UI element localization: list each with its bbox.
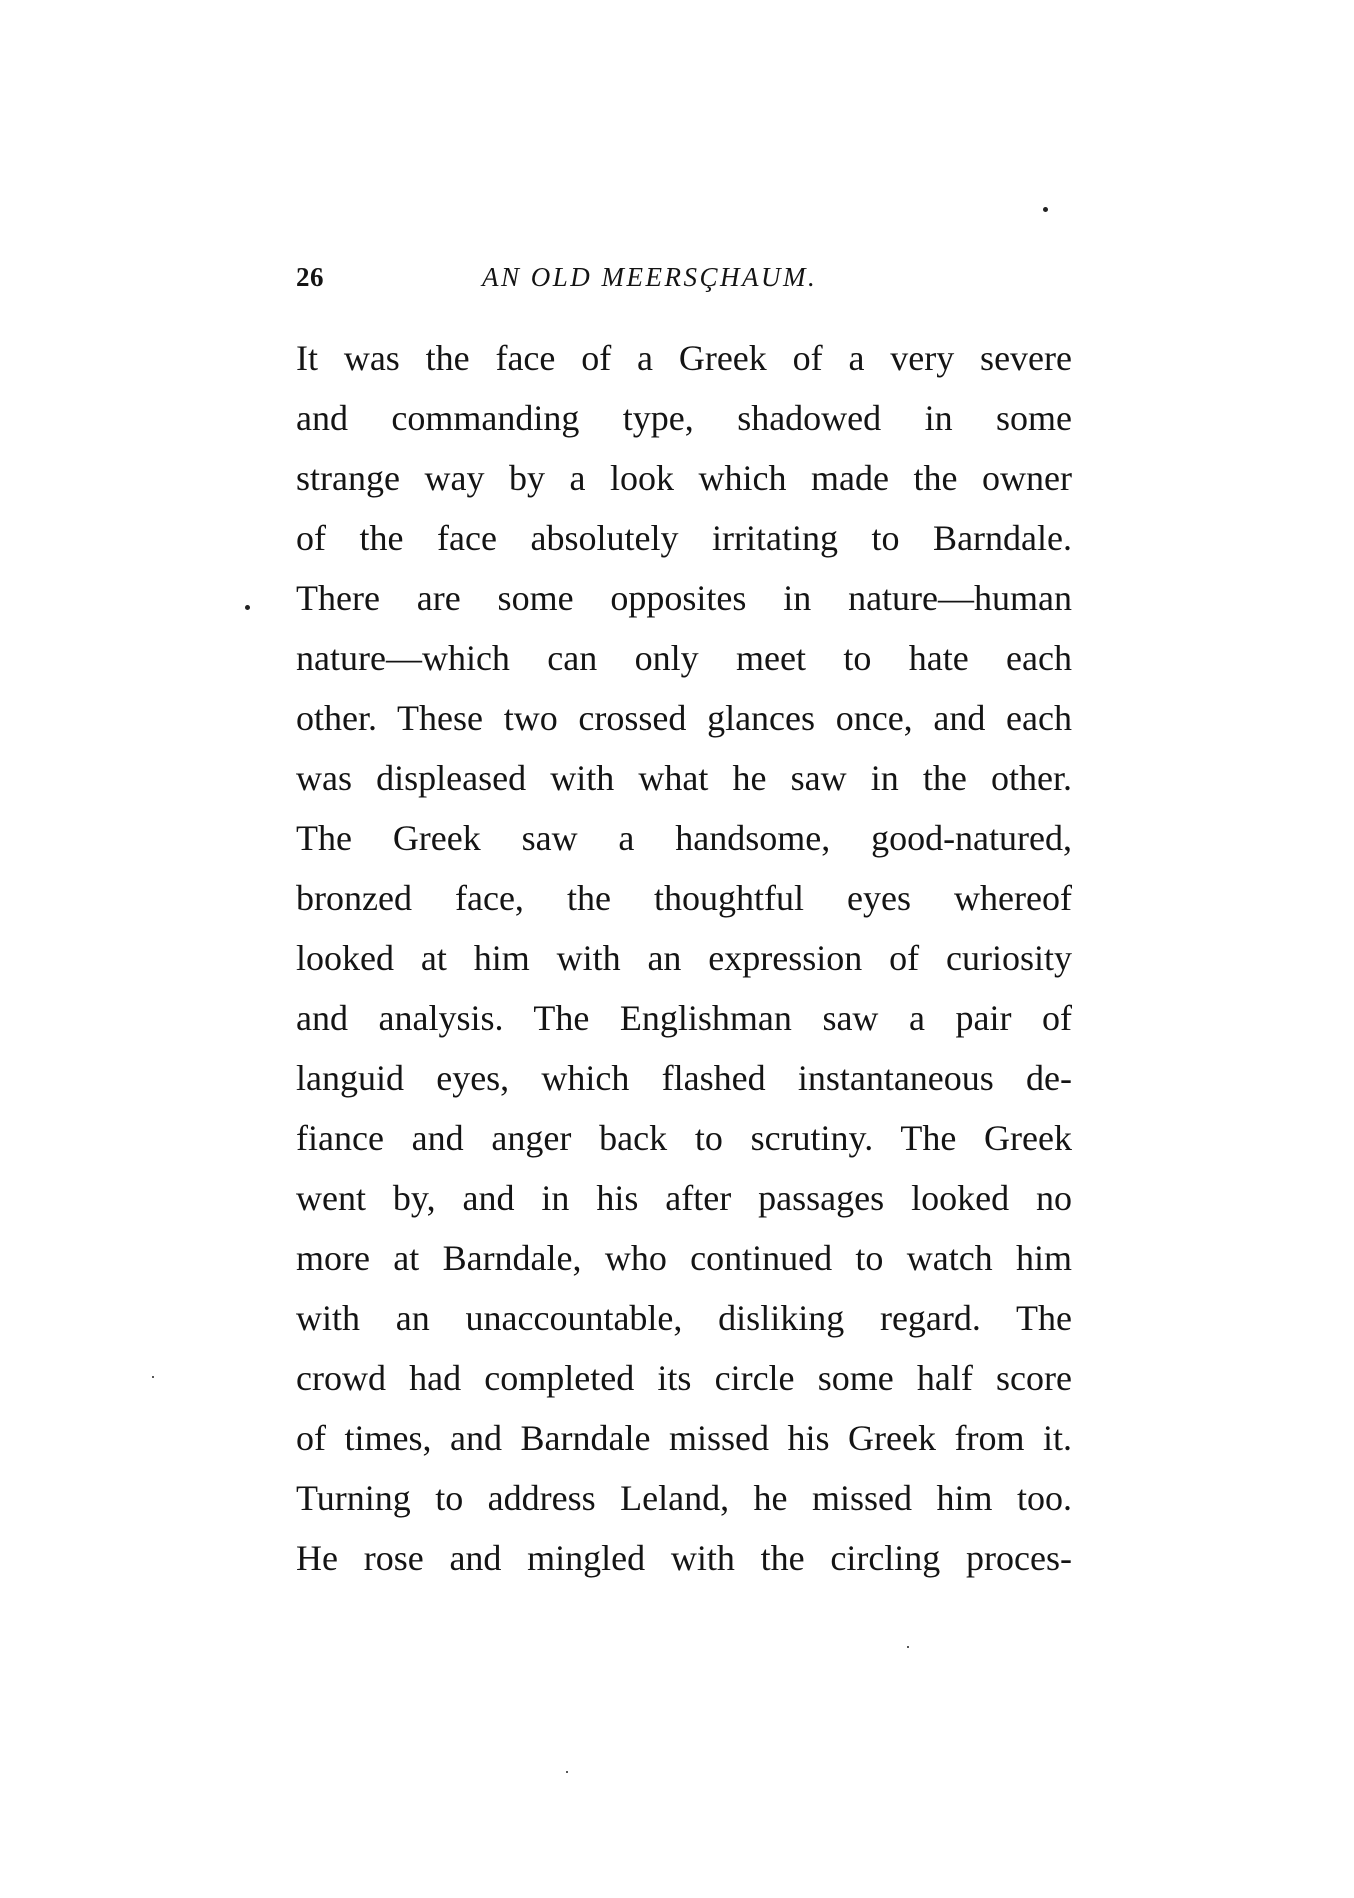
running-title: AN OLD MEERSÇHAUM. bbox=[482, 262, 818, 292]
scan-speck bbox=[1043, 207, 1048, 212]
text-line: other. These two crossed glances once, and each bbox=[296, 698, 1072, 738]
text-line: and commanding type, shadowed in some bbox=[296, 398, 1072, 438]
text-line: was displeased with what he saw in the other. bbox=[296, 758, 1072, 798]
scan-speck bbox=[907, 1646, 909, 1648]
running-head bbox=[296, 262, 1076, 302]
text-line: strange way by a look which made the owner bbox=[296, 458, 1072, 498]
scan-speck bbox=[566, 1771, 568, 1773]
text-line: of times, and Barndale missed his Greek from it. bbox=[296, 1418, 1072, 1458]
scan-speck bbox=[152, 1376, 154, 1378]
text-line: and analysis. The Englishman saw a pair of bbox=[296, 998, 1072, 1038]
text-line: He rose and mingled with the circling proces- bbox=[296, 1538, 1072, 1578]
text-line: crowd had completed its circle some half score bbox=[296, 1358, 1072, 1398]
text-line: There are some opposites in nature—human bbox=[296, 578, 1072, 618]
text-line: It was the face of a Greek of a very severe bbox=[296, 338, 1072, 378]
scan-speck bbox=[245, 605, 250, 610]
text-line: Turning to address Leland, he missed him too. bbox=[296, 1478, 1072, 1518]
page-number: 26 bbox=[296, 262, 324, 292]
text-line: more at Barndale, who continued to watch him bbox=[296, 1238, 1072, 1278]
text-line: of the face absolutely irritating to Barndale. bbox=[296, 518, 1072, 558]
text-line: went by, and in his after passages looked no bbox=[296, 1178, 1072, 1218]
text-line: The Greek saw a handsome, good-natured, bbox=[296, 818, 1072, 858]
text-line: languid eyes, which flashed instantaneous de- bbox=[296, 1058, 1072, 1098]
body-text bbox=[296, 328, 1072, 1588]
text-line: bronzed face, the thoughtful eyes whereof bbox=[296, 878, 1072, 918]
text-line: fiance and anger back to scrutiny. The Greek bbox=[296, 1118, 1072, 1158]
text-line: looked at him with an expression of curiosity bbox=[296, 938, 1072, 978]
text-line: with an unaccountable, disliking regard. The bbox=[296, 1298, 1072, 1338]
text-line: nature—which can only meet to hate each bbox=[296, 638, 1072, 678]
